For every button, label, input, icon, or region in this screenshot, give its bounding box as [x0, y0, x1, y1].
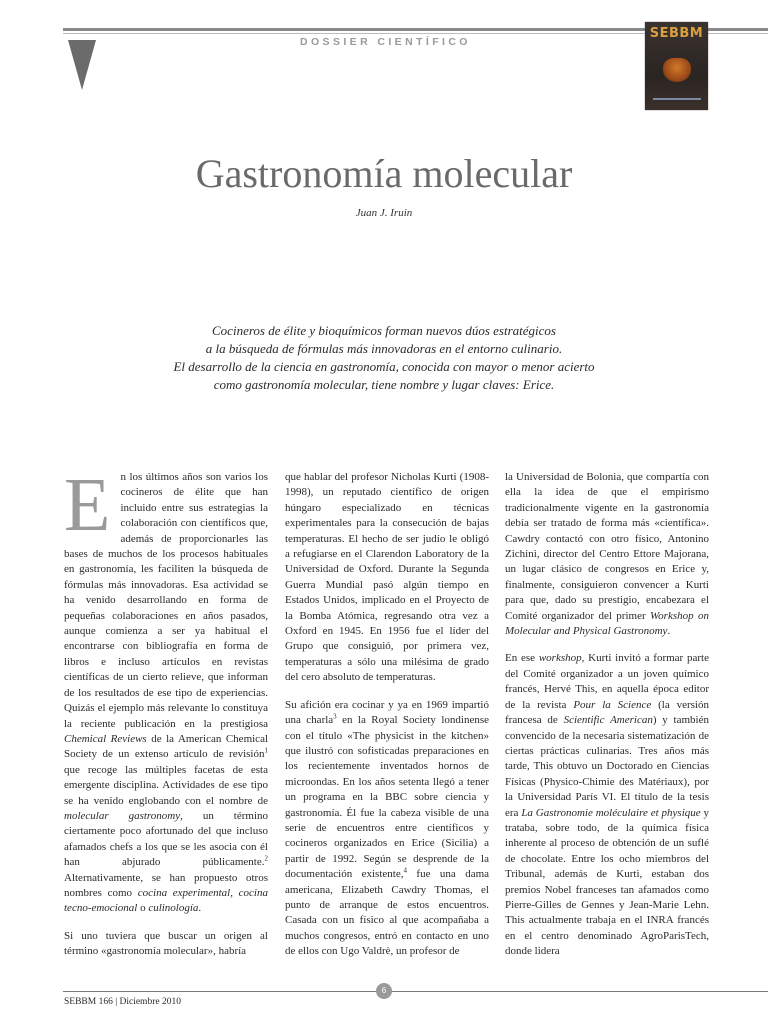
drop-cap: E — [64, 463, 111, 547]
footnote-ref: 4 — [403, 866, 407, 875]
lead-line: El desarrollo de la ciencia en gastronomía, conocida con mayor o menor acierto — [173, 359, 595, 374]
text-run: (la versión francesa de — [505, 698, 709, 727]
magazine-cover-thumbnail — [645, 22, 708, 110]
article-author: Juan J. Iruin — [355, 207, 413, 219]
thesis-title: La Gastronomie moléculaire et physique — [521, 806, 701, 819]
text-run: y trataba, sobre todo, de la química física inherente al proceso de obtención de un suflé de chocolate. Entre los ocho miembros del Tribunal, además de Kurti, estaban dos premios Nobel franceses tan afamados como Pierre-Gilles de Gennes y Jean-Marie Lehn. This actualmente trabaja en el INRA francés en el centro denominado AgroParisTech, donde lidera — [505, 806, 710, 958]
paragraph: que hablar del profesor Nicholas Kurti (1908-1998), un reputado científico de origen húngaro especializado en técnicas experimentales para la consecución de bajas temperaturas. El hecho de ser judío le obligó a refugiarse en el Clarendon Laboratory de la Universidad de Oxford. Durante la Segunda Guerra Mundial pasó algún tiempo en Estados Unidos, implicado en el Proyecto de la Bomba Atómica, regresando otra vez a Oxford en 1945. En 1956 fue el líder del Grupo que consiguió, por primera vez, temperaturas a sólo una milésima de grado del cero absoluto de temperaturas. — [285, 471, 489, 684]
article-title: Gastronomía molecular — [195, 151, 573, 196]
section-label: DOSSIER CIENTÍFICO — [300, 36, 471, 48]
journal-name: Scientific American — [563, 714, 653, 727]
text-run: que recoge las múltiples facetas de esta emergente disciplina. Actividades de ese tipo se ha venido englobando con el nombre de — [64, 763, 268, 807]
text-run: En ese — [505, 652, 539, 665]
emphasis-term: culinología — [148, 902, 199, 915]
paragraph — [505, 470, 709, 639]
journal-name: Pour la Science — [573, 698, 652, 711]
paragraph — [64, 463, 269, 917]
text-run: en la Royal Society londinense con el título «The physicist in the kitchen» que ilustró con sofisticadas preparaciones en los recientemente inventados hornos de microondas. En los años setenta llegó a tener un programa en la BBC sobre ciencia y gastronomía. Él fue la cabeza visible de una serie de encuentros entre científicos y cocineros organizados en Erice (Sicilia) a partir de 1992. Según se desprende de la documentación existente, — [285, 714, 490, 881]
text-run: Su afición era cocinar y ya en 1969 impartió una charla — [285, 698, 489, 727]
emphasis-term: Workshop on Molecular and Physical Gastronomy — [505, 609, 709, 638]
text-run: de la American Chemical Society de un extenso artículo de revisión — [64, 732, 269, 761]
lead-line: a la búsqueda de fórmulas más innovadoras en el entorno culinario. — [205, 341, 563, 356]
page-number-badge: 6 — [376, 983, 392, 999]
article-lead — [150, 322, 618, 394]
footer-rule — [63, 991, 768, 992]
cover-logo: SEBBM — [649, 26, 704, 41]
text-column-2 — [285, 470, 489, 972]
paragraph: Si uno tuviera que buscar un origen al término «gastronomía molecular», habría — [64, 929, 268, 958]
text-run: o — [137, 902, 149, 915]
cover-line — [653, 98, 701, 100]
lead-line: Cocineros de élite y bioquímicos forman nuevos dúos estratégicos — [212, 323, 556, 338]
triangle-marker-icon — [68, 40, 96, 90]
paragraph — [505, 651, 709, 959]
footnote-ref: 3 — [333, 712, 337, 721]
lead-line: como gastronomía molecular, tiene nombre y lugar claves: Erice. — [213, 377, 555, 392]
text-column-1 — [64, 463, 269, 972]
emphasis-term: cocina experimental, cocina tecno-emocional — [64, 886, 268, 915]
text-run: , un término ciertamente poco afortunado del que incluso afamados chefs a los que se les asocia con él han abjurado públicamente. — [64, 809, 269, 869]
journal-name: Chemical Reviews — [64, 732, 147, 745]
text-run: n los últimos años son varios los cocineros de élite que han incluido entre sus estrategias la colaboración con científicos que, además de proporcionarles las bases de muchos de los procesos habituales en gastronomía, les faciliten la búsqueda de fórmulas más innovadoras. Esa actividad se ha venido desarrollando en forma de pequeñas colaboraciones en años pasados, aunque comienza a ser ya habitual el encontrarse con bibliografía en forma de libros e incluso artículos en revistas científicas de un cierto relieve, que informan de los resultados de ese tipo de experiencias. Quizás el ejemplo más relevante lo constituya la reciente publicación en la prestigiosa — [64, 471, 268, 730]
text-run: la Universidad de Bolonia, que compartía con ella la idea de que el empirismo tradicionalmente vigente en la gastronomía debía ser tratado de forma más «científica». Cawdry contactó con otro físico, Antonino Zichini, director del Centro Ettore Majorana, un lugar clásico de congresos en Erice y, finalmente, consiguieron convencer a Kurti para que, dado su prestigio, encabezara el Comité organizador del primer — [505, 471, 709, 622]
footnote-ref: 1 — [264, 746, 268, 755]
footnote-ref: 2 — [264, 854, 268, 863]
footer-journal-info: SEBBM 166 | Diciembre 2010 — [64, 997, 181, 1007]
text-column-3 — [505, 470, 709, 972]
emphasis-term: molecular gastronomy — [64, 809, 181, 822]
emphasis-term: workshop — [538, 652, 582, 665]
text-run: ) y también convencido de la necesaria sistematización de ciertas prácticas culinarias. Tres años más tarde, This obtuvo un Doctorado en Ciencias Físicas (Physico-Chimie des Matériaux), por la Universidad París VI. El título de la tesis era — [505, 714, 709, 819]
paragraph — [285, 698, 489, 960]
text-run: . — [667, 625, 671, 638]
cover-bowl-image — [663, 58, 691, 82]
text-run: , Kurti invitó a formar parte del Comité organizador a un joven químico francés, Hervé This, en aquella época editor de la revista — [505, 652, 709, 711]
text-run: . — [198, 902, 202, 915]
text-run: Alternativamente, se han propuesto otros nombres como — [64, 871, 268, 899]
text-run: fue una dama americana, Elizabeth Cawdry Thomas, el punto de arranque de estos encuentros. Casada con un físico al que acompañaba a muchos congresos, entró en contacto en uno de ellos con Ugo Valdrè, un profesor de — [285, 868, 490, 958]
